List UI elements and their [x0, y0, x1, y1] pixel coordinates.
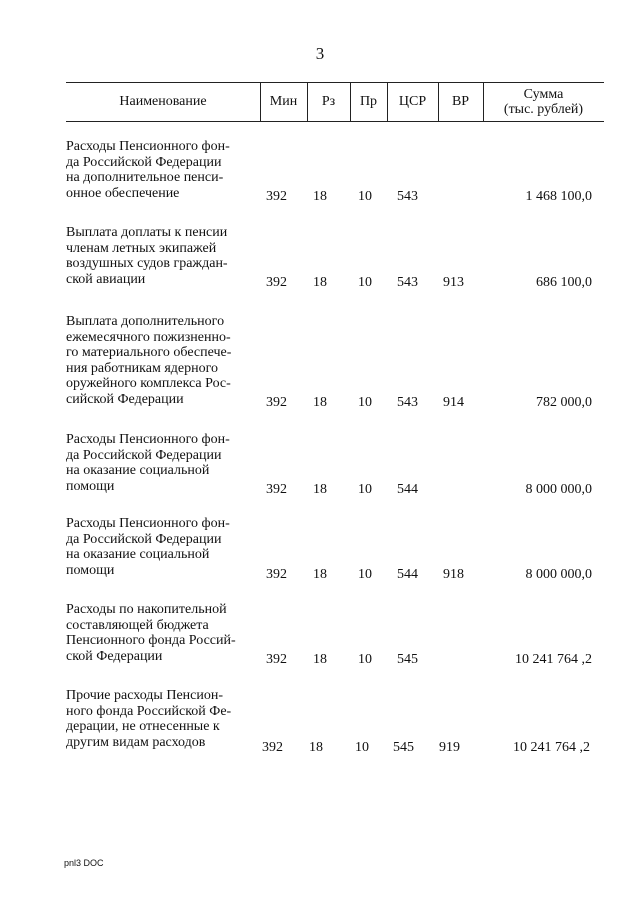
row-rz: 18	[313, 275, 327, 290]
row-sum: 10 241 764 ,2	[515, 652, 592, 667]
header-csr: ЦСР	[398, 94, 427, 109]
row-pr: 10	[358, 482, 372, 497]
row-csr: 545	[397, 652, 418, 667]
row-rz: 18	[313, 652, 327, 667]
row-vr: 914	[443, 395, 464, 410]
table-row	[0, 688, 640, 756]
header-name: Наименование	[119, 94, 207, 109]
row-vr: 913	[443, 275, 464, 290]
row-sum: 782 000,0	[536, 395, 592, 410]
row-rz: 18	[309, 740, 323, 755]
row-rz: 18	[313, 395, 327, 410]
footer-filename: pnl3 DOC	[64, 858, 104, 868]
row-min: 392	[266, 482, 287, 497]
header-bottom-rule	[66, 121, 604, 122]
row-name: Выплата дополнительного ежемесячного пожизненно- го материального обеспече- ния работникам ядерного оружейного комплекса Рос- сийской Федерации	[66, 314, 232, 407]
row-min: 392	[266, 275, 287, 290]
header-min: Мин	[269, 94, 298, 109]
row-rz: 18	[313, 189, 327, 204]
row-sum: 8 000 000,0	[525, 567, 592, 582]
row-csr: 543	[397, 395, 418, 410]
row-min: 392	[266, 189, 287, 204]
header-pr: Пр	[359, 94, 378, 109]
table-row	[0, 314, 640, 411]
row-name: Расходы Пенсионного фон- да Российской Федерации на оказание социальной помощи	[66, 516, 230, 578]
row-sum: 686 100,0	[536, 275, 592, 290]
row-sum: 1 468 100,0	[525, 189, 592, 204]
row-name: Прочие расходы Пенсион- ного фонда Российской Фе- дерации, не отнесенные к другим видам расходов	[66, 688, 232, 750]
header-sum-title: Сумма	[523, 86, 564, 102]
table-row	[0, 225, 640, 291]
row-csr: 543	[397, 189, 418, 204]
row-rz: 18	[313, 482, 327, 497]
row-name: Выплата доплаты к пенсии членам летных экипажей воздушных судов граждан- ской авиации	[66, 225, 228, 287]
table-row	[0, 602, 640, 668]
row-sum: 10 241 764 ,2	[513, 740, 590, 755]
row-min: 392	[266, 652, 287, 667]
row-min: 392	[266, 567, 287, 582]
row-min: 392	[262, 740, 283, 755]
row-csr: 543	[397, 275, 418, 290]
header-sum-unit: (тыс. рублей)	[503, 101, 584, 117]
row-csr: 545	[393, 740, 414, 755]
row-min: 392	[266, 395, 287, 410]
row-pr: 10	[358, 567, 372, 582]
row-pr: 10	[358, 652, 372, 667]
header-vr: ВР	[451, 94, 470, 109]
row-rz: 18	[313, 567, 327, 582]
row-csr: 544	[397, 567, 418, 582]
row-name: Расходы Пенсионного фон- да Российской Федерации на дополнительное пенси- онное обеспечение	[66, 139, 230, 201]
row-pr: 10	[358, 275, 372, 290]
row-pr: 10	[358, 395, 372, 410]
row-sum: 8 000 000,0	[525, 482, 592, 497]
table-row	[0, 516, 640, 583]
table-row	[0, 432, 640, 498]
header-sum	[483, 82, 604, 121]
row-vr: 919	[439, 740, 460, 755]
header-rz: Рз	[321, 94, 336, 109]
row-pr: 10	[355, 740, 369, 755]
row-name: Расходы Пенсионного фон- да Российской Федерации на оказание социальной помощи	[66, 432, 230, 494]
page-number: 3	[315, 44, 325, 63]
row-pr: 10	[358, 189, 372, 204]
row-vr: 918	[443, 567, 464, 582]
table-row	[0, 139, 640, 205]
row-csr: 544	[397, 482, 418, 497]
row-name: Расходы по накопительной составляющей бюджета Пенсионного фонда Россий- ской Федерации	[66, 602, 236, 664]
